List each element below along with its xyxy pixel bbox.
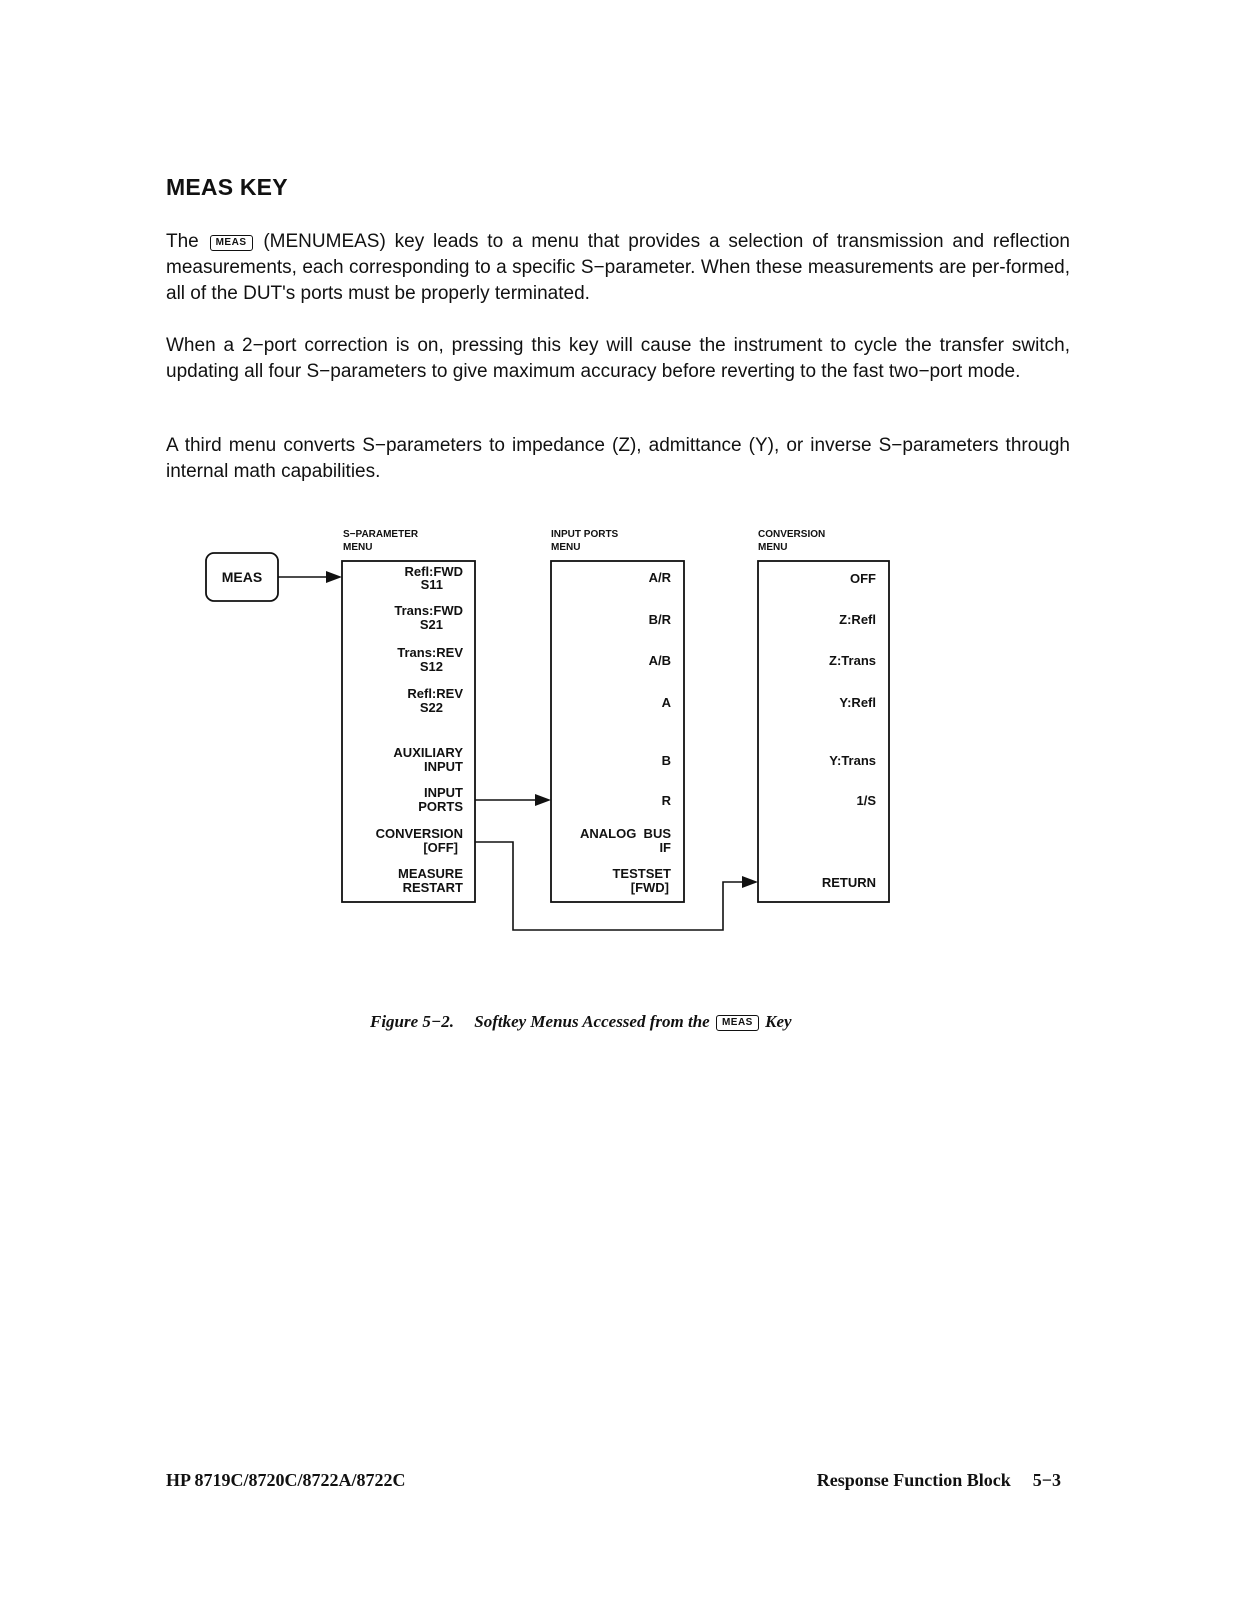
sparam-item-trans-rev: Trans:REV (397, 645, 463, 660)
input-item-b: B (661, 753, 671, 768)
sparam-item-s12: S12 (419, 659, 443, 674)
conversion-item-off: OFF (850, 571, 876, 586)
sparam-item-trans-fwd: Trans:FWD (394, 603, 463, 618)
arrow-head-input-menu (535, 794, 551, 806)
figure-caption-text: Softkey Menus Accessed from the (474, 1012, 710, 1031)
paragraph-two-port: When a 2−port correction is on, pressing this key will cause the instrument to cycle the transfer switch, updating all four S−parameters to give maximum accuracy before reverting to the fast two−port mode. (166, 335, 1070, 382)
sparam-item-conversion: CONVERSION (375, 826, 463, 841)
sparam-item-auxiliary-input: INPUT (424, 759, 463, 774)
input-item-testset: TESTSET (612, 866, 671, 881)
caption-meas-keycap: MEAS (716, 1015, 759, 1031)
figure-caption (370, 1012, 890, 1032)
conversion-menu-title: CONVERSION (758, 529, 826, 540)
sparam-item-s22: S22 (419, 700, 443, 715)
sparam-item-measure-restart: RESTART (402, 880, 463, 895)
sparam-item-refl-fwd: Refl:FWD (404, 564, 463, 579)
figure-number: Figure 5−2. (370, 1012, 454, 1031)
sparam-menu-title: S−PARAMETER (343, 529, 419, 540)
conversion-item-y-trans: Y:Trans (829, 753, 876, 768)
page-heading: MEAS KEY (166, 174, 288, 200)
meas-button-label: MEAS (221, 569, 263, 585)
input-item-analog-bus-if: IF (659, 840, 671, 855)
conversion-item-return: RETURN (821, 875, 876, 890)
footer-model: HP 8719C/8720C/8722A/8722C (166, 1470, 406, 1490)
sparam-menu-title-2: MENU (343, 542, 373, 553)
input-item-a-b: A/B (648, 653, 671, 668)
paragraph-conversion: A third menu converts S−parameters to impedance (Z), admittance (Y), or inverse S−parameters through internal math capabilities. (166, 435, 1070, 482)
input-item-a: A (661, 695, 671, 710)
arrow-head-conversion-menu (742, 876, 758, 888)
sparam-item-auxiliary: AUXILIARY (393, 745, 463, 760)
meas-keycap: MEAS (210, 235, 253, 251)
conversion-item-1-s: 1/S (856, 793, 876, 808)
input-item-r: R (661, 793, 671, 808)
connector-conversion (475, 842, 742, 930)
input-item-analog-bus: ANALOG BUS (580, 826, 671, 841)
sparam-item-refl-rev: Refl:REV (407, 686, 463, 701)
sparam-item-s11: S11 (420, 577, 443, 592)
sparam-item-measure: MEASURE (397, 866, 463, 881)
sparam-item-input: INPUT (424, 785, 463, 800)
conversion-menu-title-2: MENU (758, 542, 788, 553)
conversion-item-y-refl: Y:Refl (839, 695, 876, 710)
input-item-testset-fwd: [FWD] (630, 880, 669, 895)
arrow-head-sparam (326, 571, 342, 583)
sparam-item-s21: S21 (419, 617, 443, 632)
paragraph-intro-start: The (166, 231, 199, 252)
paragraph-intro-rest: (MENUMEAS) key leads to a menu that provides a selection of transmission and reflection measurements, each corresponding to a specific S−parameter. When these measurements are per-formed, all of the DUT's ports must be properly terminated. (166, 231, 1070, 304)
input-item-a-r: A/R (648, 570, 671, 585)
input-item-b-r: B/R (648, 612, 671, 627)
footer-section-title: Response Function Block (816, 1470, 1011, 1490)
conversion-item-z-trans: Z:Trans (829, 653, 876, 668)
sparam-item-input-ports: PORTS (418, 799, 463, 814)
input-menu-title-2: MENU (551, 542, 581, 553)
footer-section (817, 1470, 1061, 1491)
page-number: 5−3 (1032, 1470, 1061, 1490)
conversion-item-z-refl: Z:Refl (839, 612, 876, 627)
figure-caption-end: Key (765, 1012, 792, 1031)
sparam-item-conversion-off: [OFF] (423, 840, 458, 855)
input-menu-title: INPUT PORTS (551, 529, 619, 540)
